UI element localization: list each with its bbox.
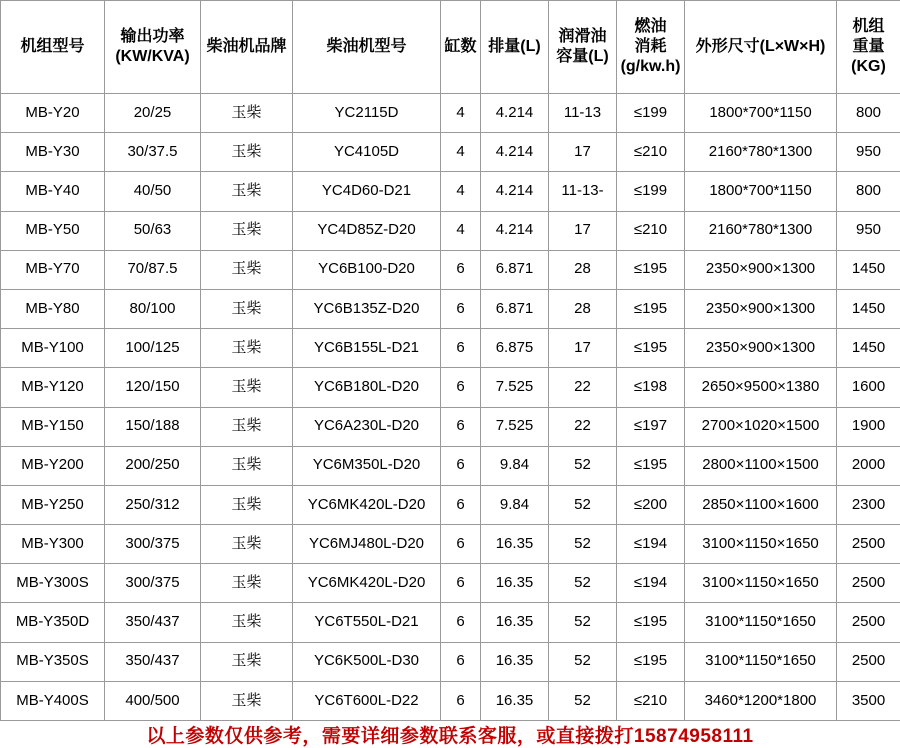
cell-displacement: 6.871 bbox=[481, 289, 549, 328]
cell-weight: 1450 bbox=[837, 289, 900, 328]
cell-oil-capacity: 17 bbox=[549, 329, 617, 368]
cell-fuel-consumption: ≤194 bbox=[617, 525, 685, 564]
cell-cylinders: 6 bbox=[441, 289, 481, 328]
cell-model: MB-Y100 bbox=[1, 329, 105, 368]
column-header-line: 机组 bbox=[839, 17, 898, 37]
cell-model: MB-Y40 bbox=[1, 172, 105, 211]
cell-model: MB-Y250 bbox=[1, 485, 105, 524]
cell-weight: 1450 bbox=[837, 250, 900, 289]
cell-displacement: 16.35 bbox=[481, 564, 549, 603]
cell-displacement: 4.214 bbox=[481, 172, 549, 211]
cell-power: 70/87.5 bbox=[105, 250, 201, 289]
cell-brand: 玉柴 bbox=[201, 681, 293, 720]
cell-displacement: 9.84 bbox=[481, 446, 549, 485]
cell-weight: 1450 bbox=[837, 329, 900, 368]
cell-engine-model: YC6K500L-D30 bbox=[293, 642, 441, 681]
table-row bbox=[1, 94, 900, 133]
cell-dimensions: 2800×1100×1500 bbox=[685, 446, 837, 485]
column-header-line: 消耗 bbox=[619, 37, 682, 57]
cell-engine-model: YC6B180L-D20 bbox=[293, 368, 441, 407]
cell-dimensions: 2350×900×1300 bbox=[685, 289, 837, 328]
cell-displacement: 9.84 bbox=[481, 485, 549, 524]
cell-engine-model: YC6B155L-D21 bbox=[293, 329, 441, 368]
cell-brand: 玉柴 bbox=[201, 407, 293, 446]
cell-power: 400/500 bbox=[105, 681, 201, 720]
cell-power: 350/437 bbox=[105, 603, 201, 642]
cell-model: MB-Y30 bbox=[1, 133, 105, 172]
table-row bbox=[1, 603, 900, 642]
column-header-line: 润滑油 bbox=[551, 27, 614, 47]
cell-displacement: 16.35 bbox=[481, 642, 549, 681]
column-header-line: (KG) bbox=[839, 57, 898, 77]
cell-brand: 玉柴 bbox=[201, 289, 293, 328]
cell-displacement: 4.214 bbox=[481, 211, 549, 250]
cell-oil-capacity: 52 bbox=[549, 603, 617, 642]
cell-weight: 800 bbox=[837, 172, 900, 211]
cell-brand: 玉柴 bbox=[201, 172, 293, 211]
column-header-5 bbox=[481, 1, 549, 94]
cell-power: 80/100 bbox=[105, 289, 201, 328]
column-header-6 bbox=[549, 1, 617, 94]
column-header-line: 燃油 bbox=[619, 17, 682, 37]
cell-model: MB-Y400S bbox=[1, 681, 105, 720]
cell-dimensions: 2350×900×1300 bbox=[685, 250, 837, 289]
cell-oil-capacity: 11-13 bbox=[549, 94, 617, 133]
column-header-line: 柴油机型号 bbox=[295, 37, 438, 57]
table-row bbox=[1, 446, 900, 485]
cell-engine-model: YC2115D bbox=[293, 94, 441, 133]
table-row bbox=[1, 368, 900, 407]
cell-fuel-consumption: ≤195 bbox=[617, 329, 685, 368]
cell-engine-model: YC4105D bbox=[293, 133, 441, 172]
column-header-line: 外形尺寸(L×W×H) bbox=[687, 37, 834, 57]
table-row bbox=[1, 485, 900, 524]
cell-engine-model: YC6T600L-D22 bbox=[293, 681, 441, 720]
column-header-3 bbox=[293, 1, 441, 94]
cell-fuel-consumption: ≤199 bbox=[617, 172, 685, 211]
cell-oil-capacity: 52 bbox=[549, 564, 617, 603]
table-row bbox=[1, 525, 900, 564]
table-row bbox=[1, 681, 900, 720]
cell-oil-capacity: 52 bbox=[549, 485, 617, 524]
cell-model: MB-Y200 bbox=[1, 446, 105, 485]
cell-weight: 3500 bbox=[837, 681, 900, 720]
cell-brand: 玉柴 bbox=[201, 525, 293, 564]
table-row bbox=[1, 250, 900, 289]
column-header-8 bbox=[685, 1, 837, 94]
cell-power: 300/375 bbox=[105, 525, 201, 564]
cell-model: MB-Y70 bbox=[1, 250, 105, 289]
cell-fuel-consumption: ≤195 bbox=[617, 289, 685, 328]
cell-fuel-consumption: ≤195 bbox=[617, 642, 685, 681]
cell-brand: 玉柴 bbox=[201, 446, 293, 485]
cell-power: 350/437 bbox=[105, 642, 201, 681]
footer-note: 以上参数仅供参考，需要详细参数联系客服，或直接拨打15874958111 bbox=[0, 721, 900, 748]
table-body bbox=[1, 94, 900, 721]
cell-dimensions: 1800*700*1150 bbox=[685, 172, 837, 211]
cell-dimensions: 3100*1150*1650 bbox=[685, 603, 837, 642]
cell-weight: 2300 bbox=[837, 485, 900, 524]
cell-model: MB-Y20 bbox=[1, 94, 105, 133]
cell-brand: 玉柴 bbox=[201, 329, 293, 368]
cell-power: 150/188 bbox=[105, 407, 201, 446]
cell-dimensions: 2700×1020×1500 bbox=[685, 407, 837, 446]
cell-power: 20/25 bbox=[105, 94, 201, 133]
cell-cylinders: 4 bbox=[441, 172, 481, 211]
cell-oil-capacity: 11-13- bbox=[549, 172, 617, 211]
cell-power: 300/375 bbox=[105, 564, 201, 603]
cell-cylinders: 6 bbox=[441, 681, 481, 720]
column-header-2 bbox=[201, 1, 293, 94]
cell-cylinders: 6 bbox=[441, 525, 481, 564]
cell-cylinders: 6 bbox=[441, 329, 481, 368]
cell-cylinders: 6 bbox=[441, 250, 481, 289]
cell-power: 30/37.5 bbox=[105, 133, 201, 172]
cell-brand: 玉柴 bbox=[201, 211, 293, 250]
cell-weight: 2500 bbox=[837, 564, 900, 603]
cell-weight: 800 bbox=[837, 94, 900, 133]
cell-fuel-consumption: ≤210 bbox=[617, 211, 685, 250]
column-header-4 bbox=[441, 1, 481, 94]
cell-weight: 1600 bbox=[837, 368, 900, 407]
cell-model: MB-Y50 bbox=[1, 211, 105, 250]
table-row bbox=[1, 564, 900, 603]
cell-fuel-consumption: ≤195 bbox=[617, 250, 685, 289]
cell-fuel-consumption: ≤200 bbox=[617, 485, 685, 524]
cell-dimensions: 2850×1100×1600 bbox=[685, 485, 837, 524]
cell-fuel-consumption: ≤195 bbox=[617, 603, 685, 642]
cell-weight: 2000 bbox=[837, 446, 900, 485]
cell-oil-capacity: 17 bbox=[549, 211, 617, 250]
cell-fuel-consumption: ≤195 bbox=[617, 446, 685, 485]
cell-dimensions: 1800*700*1150 bbox=[685, 94, 837, 133]
cell-cylinders: 6 bbox=[441, 485, 481, 524]
table-header bbox=[1, 1, 900, 94]
column-header-line: 重量 bbox=[839, 37, 898, 57]
cell-cylinders: 6 bbox=[441, 642, 481, 681]
cell-brand: 玉柴 bbox=[201, 564, 293, 603]
cell-fuel-consumption: ≤194 bbox=[617, 564, 685, 603]
cell-cylinders: 6 bbox=[441, 603, 481, 642]
cell-model: MB-Y300S bbox=[1, 564, 105, 603]
cell-fuel-consumption: ≤197 bbox=[617, 407, 685, 446]
cell-power: 50/63 bbox=[105, 211, 201, 250]
cell-engine-model: YC6A230L-D20 bbox=[293, 407, 441, 446]
cell-dimensions: 2160*780*1300 bbox=[685, 211, 837, 250]
table-row bbox=[1, 407, 900, 446]
cell-cylinders: 6 bbox=[441, 407, 481, 446]
cell-displacement: 16.35 bbox=[481, 681, 549, 720]
cell-fuel-consumption: ≤198 bbox=[617, 368, 685, 407]
cell-cylinders: 6 bbox=[441, 564, 481, 603]
cell-fuel-consumption: ≤210 bbox=[617, 133, 685, 172]
column-header-1 bbox=[105, 1, 201, 94]
cell-model: MB-Y350S bbox=[1, 642, 105, 681]
column-header-0 bbox=[1, 1, 105, 94]
cell-oil-capacity: 28 bbox=[549, 289, 617, 328]
cell-brand: 玉柴 bbox=[201, 368, 293, 407]
cell-displacement: 4.214 bbox=[481, 133, 549, 172]
column-header-line: (KW/KVA) bbox=[107, 47, 198, 67]
cell-displacement: 4.214 bbox=[481, 94, 549, 133]
cell-fuel-consumption: ≤199 bbox=[617, 94, 685, 133]
cell-engine-model: YC4D60-D21 bbox=[293, 172, 441, 211]
column-header-line: 输出功率 bbox=[107, 27, 198, 47]
cell-power: 100/125 bbox=[105, 329, 201, 368]
cell-weight: 1900 bbox=[837, 407, 900, 446]
cell-weight: 2500 bbox=[837, 525, 900, 564]
table-row bbox=[1, 133, 900, 172]
cell-dimensions: 3460*1200*1800 bbox=[685, 681, 837, 720]
cell-power: 200/250 bbox=[105, 446, 201, 485]
cell-displacement: 7.525 bbox=[481, 368, 549, 407]
cell-dimensions: 2650×9500×1380 bbox=[685, 368, 837, 407]
cell-dimensions: 2350×900×1300 bbox=[685, 329, 837, 368]
cell-dimensions: 2160*780*1300 bbox=[685, 133, 837, 172]
cell-displacement: 6.875 bbox=[481, 329, 549, 368]
cell-weight: 950 bbox=[837, 211, 900, 250]
column-header-line: (g/kw.h) bbox=[619, 57, 682, 77]
cell-fuel-consumption: ≤210 bbox=[617, 681, 685, 720]
cell-cylinders: 6 bbox=[441, 368, 481, 407]
cell-engine-model: YC6B100-D20 bbox=[293, 250, 441, 289]
cell-engine-model: YC6M350L-D20 bbox=[293, 446, 441, 485]
column-header-line: 容量(L) bbox=[551, 47, 614, 67]
cell-cylinders: 4 bbox=[441, 94, 481, 133]
table-row bbox=[1, 329, 900, 368]
cell-model: MB-Y300 bbox=[1, 525, 105, 564]
column-header-line: 柴油机品牌 bbox=[203, 37, 290, 57]
cell-oil-capacity: 52 bbox=[549, 642, 617, 681]
table-row bbox=[1, 642, 900, 681]
cell-brand: 玉柴 bbox=[201, 94, 293, 133]
cell-power: 120/150 bbox=[105, 368, 201, 407]
cell-model: MB-Y350D bbox=[1, 603, 105, 642]
cell-power: 40/50 bbox=[105, 172, 201, 211]
cell-dimensions: 3100×1150×1650 bbox=[685, 525, 837, 564]
cell-model: MB-Y150 bbox=[1, 407, 105, 446]
column-header-line: 机组型号 bbox=[3, 37, 102, 57]
cell-oil-capacity: 52 bbox=[549, 525, 617, 564]
cell-displacement: 16.35 bbox=[481, 603, 549, 642]
cell-dimensions: 3100×1150×1650 bbox=[685, 564, 837, 603]
cell-engine-model: YC6T550L-D21 bbox=[293, 603, 441, 642]
table-header-row bbox=[1, 1, 900, 94]
cell-engine-model: YC4D85Z-D20 bbox=[293, 211, 441, 250]
column-header-line: 排量(L) bbox=[483, 37, 546, 57]
cell-dimensions: 3100*1150*1650 bbox=[685, 642, 837, 681]
cell-oil-capacity: 28 bbox=[549, 250, 617, 289]
column-header-7 bbox=[617, 1, 685, 94]
cell-cylinders: 4 bbox=[441, 133, 481, 172]
cell-engine-model: YC6MK420L-D20 bbox=[293, 564, 441, 603]
cell-brand: 玉柴 bbox=[201, 485, 293, 524]
cell-displacement: 16.35 bbox=[481, 525, 549, 564]
cell-engine-model: YC6MJ480L-D20 bbox=[293, 525, 441, 564]
cell-engine-model: YC6MK420L-D20 bbox=[293, 485, 441, 524]
cell-cylinders: 6 bbox=[441, 446, 481, 485]
cell-brand: 玉柴 bbox=[201, 133, 293, 172]
cell-power: 250/312 bbox=[105, 485, 201, 524]
cell-oil-capacity: 22 bbox=[549, 368, 617, 407]
cell-oil-capacity: 17 bbox=[549, 133, 617, 172]
cell-oil-capacity: 22 bbox=[549, 407, 617, 446]
cell-displacement: 6.871 bbox=[481, 250, 549, 289]
cell-model: MB-Y120 bbox=[1, 368, 105, 407]
cell-oil-capacity: 52 bbox=[549, 446, 617, 485]
cell-brand: 玉柴 bbox=[201, 250, 293, 289]
cell-brand: 玉柴 bbox=[201, 642, 293, 681]
table-row bbox=[1, 172, 900, 211]
cell-model: MB-Y80 bbox=[1, 289, 105, 328]
table-row bbox=[1, 289, 900, 328]
cell-oil-capacity: 52 bbox=[549, 681, 617, 720]
cell-brand: 玉柴 bbox=[201, 603, 293, 642]
cell-weight: 950 bbox=[837, 133, 900, 172]
cell-weight: 2500 bbox=[837, 642, 900, 681]
cell-displacement: 7.525 bbox=[481, 407, 549, 446]
column-header-9 bbox=[837, 1, 900, 94]
table-row bbox=[1, 211, 900, 250]
cell-engine-model: YC6B135Z-D20 bbox=[293, 289, 441, 328]
column-header-line: 缸数 bbox=[443, 37, 478, 57]
cell-cylinders: 4 bbox=[441, 211, 481, 250]
cell-weight: 2500 bbox=[837, 603, 900, 642]
